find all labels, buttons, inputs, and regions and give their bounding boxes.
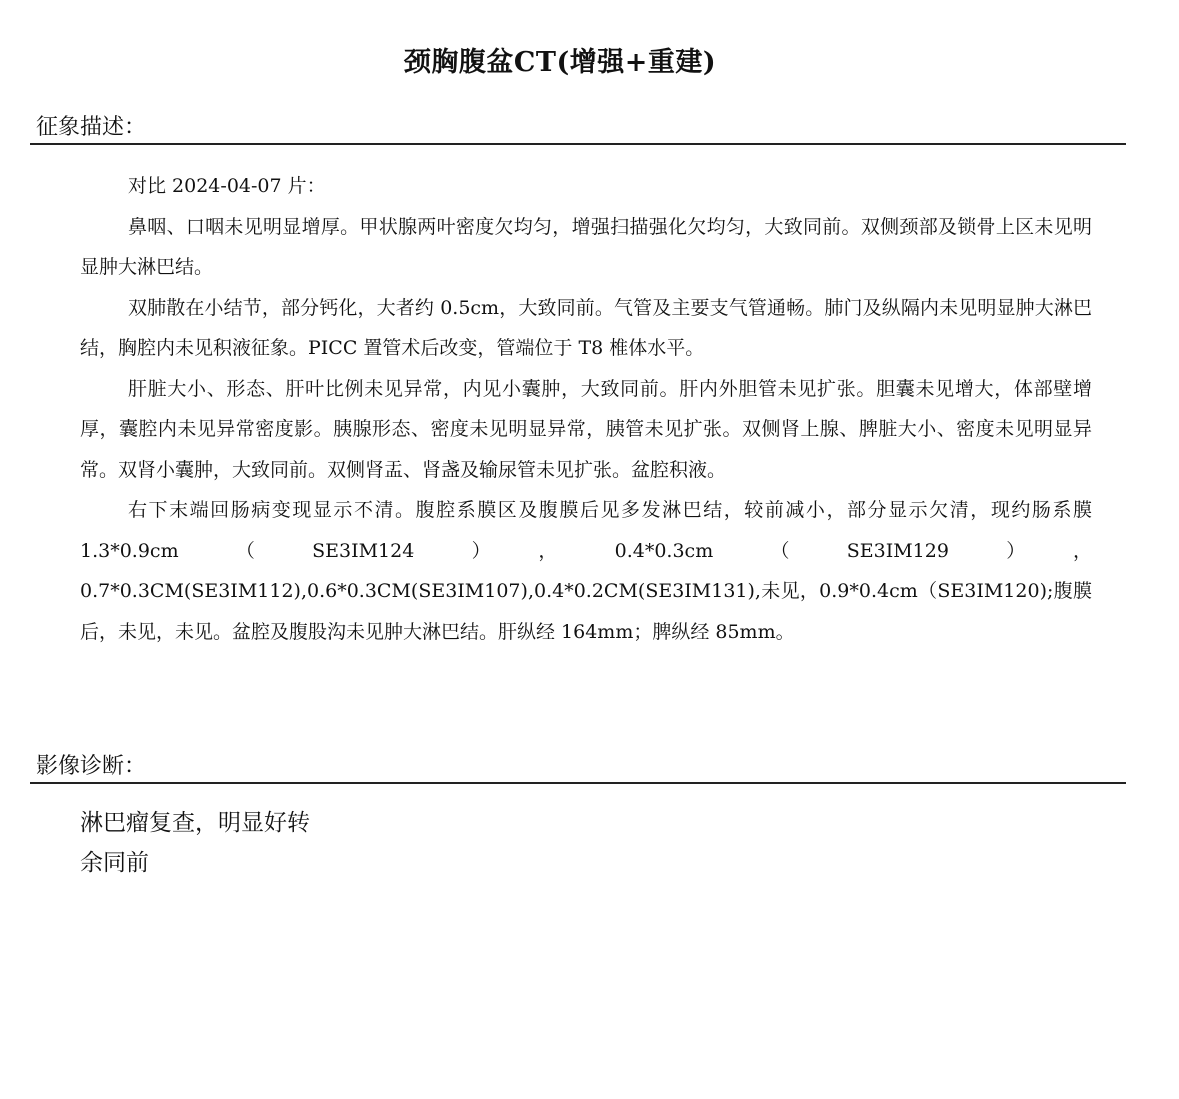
findings-paragraph-lymph: 右下末端回肠病变现显示不清。腹腔系膜区及腹膜后见多发淋巴结，较前减小，部分显示欠清，现约肠系膜 1.3*0.9cm（SE3IM124），0.4*0.3cm（SE3IM129），0.7*0.3CM(SE3IM112),0.6*0.3CM(SE3IM107),0.4*0.2CM(SE3IM131),未见，0.9*0.4cm（SE3IM120);腹膜后，未见，未见。盆腔及腹股沟未见肿大淋巴结。肝纵经 164mm；脾纵经 85mm。 [80, 499, 1092, 643]
report-title: 颈胸腹盆CT(增强+重建) [403, 47, 717, 78]
diagnosis-body [80, 803, 1080, 883]
diagnosis-line: 余同前 [80, 850, 149, 876]
findings-body [80, 166, 1092, 652]
diagnosis-heading: 影像诊断： [30, 752, 1126, 784]
findings-heading: 征象描述： [30, 113, 1126, 145]
findings-paragraph-chest: 双肺散在小结节，部分钙化，大者约 0.5cm，大致同前。气管及主要支气管通畅。肺门及纵隔内未见明显肿大淋巴结，胸腔内未见积液征象。PICC 置管术后改变，管端位于 T8 椎体水平。 [80, 296, 1092, 359]
findings-paragraph-abdomen: 肝脏大小、形态、肝叶比例未见异常，内见小囊肿，大致同前。肝内外胆管未见扩张。胆囊未见增大，体部壁增厚，囊腔内未见异常密度影。胰腺形态、密度未见明显异常，胰管未见扩张。双侧肾上腺、脾脏大小、密度未见明显异常。双肾小囊肿，大致同前。双侧肾盂、肾盏及输尿管未见扩张。盆腔积液。 [80, 377, 1092, 481]
findings-paragraph-neck: 鼻咽、口咽未见明显增厚。甲状腺两叶密度欠均匀，增强扫描强化欠均匀，大致同前。双侧颈部及锁骨上区未见明显肿大淋巴结。 [80, 215, 1092, 278]
diagnosis-line: 淋巴瘤复查，明显好转 [80, 810, 310, 836]
comparison-line: 对比 2024-04-07 片： [128, 175, 326, 197]
